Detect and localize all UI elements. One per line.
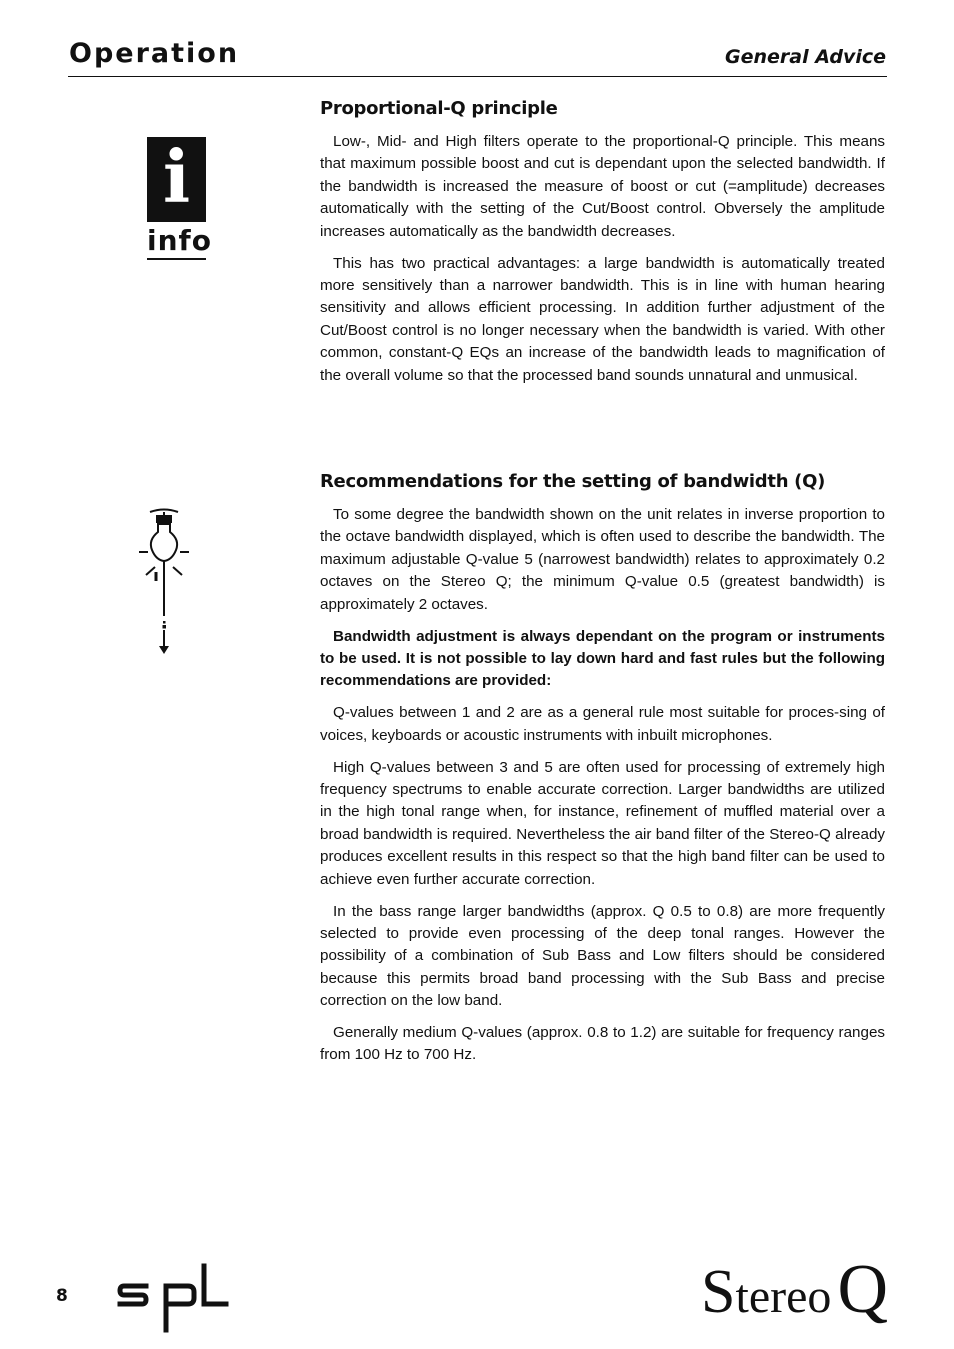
paragraph: Generally medium Q-values (approx. 0.8 to 1.2) are suitable for frequency ranges from 100 Hz to 700 Hz.: [320, 1024, 885, 1064]
spl-logo: [116, 1262, 230, 1334]
page-number: 8: [56, 1286, 68, 1306]
emphasis-paragraph: Bandwidth adjustment is always dependant on the program or instruments to be used. It is not possible to lay down hard and fast rules but the following recommendations are provided:: [320, 627, 885, 690]
header-divider: [68, 76, 887, 77]
bandwidth-recommendations-section: [320, 470, 885, 1076]
paragraph: To some degree the bandwidth shown on the unit relates in inverse proportion to the octave bandwidth displayed, which is often used to describe the bandwidth. The maximum adjustable Q-value 5 (narrowest bandwidth) relates to approximately 0.2 octaves on the Stereo Q; the minimum Q-value 0.5 (greatest bandwidth) is approximately 2 octaves.: [320, 506, 885, 613]
logo-letter-s: S: [701, 1258, 736, 1326]
paragraph: In the bass range larger bandwidths (approx. Q 0.5 to 0.8) are more frequently selected to provide even processing of the deep tonal ranges. However the possibility of a combination of Sub Bass and Low filters should be considered because this permits broad band processing with the Sub Bass and precise correction on the low band.: [320, 902, 885, 1010]
logo-letter-q: Q: [837, 1251, 888, 1328]
lightbulb-tip-icon: [136, 506, 196, 656]
logo-word-tereo: tereo: [735, 1270, 832, 1323]
info-icon: i: [147, 137, 206, 222]
proportional-q-section: [320, 97, 885, 396]
paragraph: Low-, Mid- and High filters operate to the proportional-Q principle. This means that maximum possible boost and cut is dependant upon the selected bandwidth. If the bandwidth is increased the measure of boost or cut (=amplitude) decreases automatically with the setting of the Cut/Boost control. Obversely the amplitude increases automatically as the bandwidth decreases.: [320, 133, 885, 240]
section-heading: Recommendations for the setting of bandwidth (Q): [320, 471, 826, 492]
info-icon-label: info: [147, 224, 206, 260]
section-title: Operation: [69, 38, 240, 69]
section-heading: Proportional-Q principle: [320, 98, 558, 119]
paragraph: Q-values between 1 and 2 are as a general rule most suitable for proces-sing of voices, keyboards or acoustic instruments with inbuilt microphones.: [320, 704, 885, 744]
subsection-title: General Advice: [725, 46, 886, 68]
paragraph: This has two practical advantages: a large bandwidth is automatically treated more sensitively than a narrower bandwidth. This is in line with human hearing sensitivity and allows efficient processing. In addition further adjustment of the Cut/Boost control is no longer necessary when the bandwidth is varied. With other common, constant-Q EQs an increase of the bandwidth leads to magnification of the overall volume so that the processed band sounds unnatural and unmusical.: [320, 254, 885, 384]
paragraph: High Q-values between 3 and 5 are often used for processing of extremely high frequency spectrums to enable accurate correction. Larger bandwidths are utilized in the high tonal range when, for instance, refinement of muffled material over a broad bandwidth is required. Nevertheless the air band filter of the Stereo-Q already produces excellent results in this respect so that the high band filter can be used to achieve even further accurate correction.: [320, 758, 885, 888]
stereo-q-logo: [701, 1250, 888, 1330]
